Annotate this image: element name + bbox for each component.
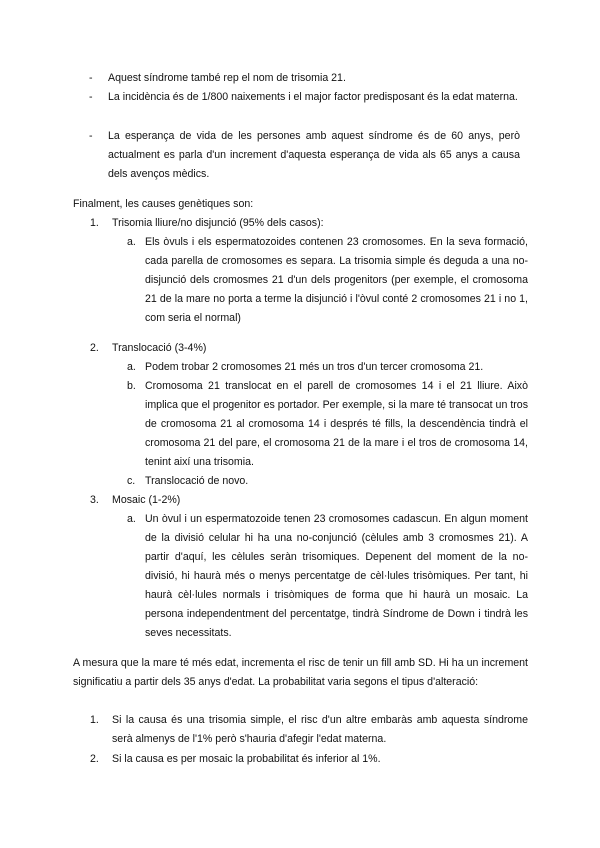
causes-intro: Finalment, les causes genètiques son: xyxy=(73,198,254,210)
list-item xyxy=(127,358,528,377)
list-marker: 3. xyxy=(90,494,99,506)
list-item-text: Aquest síndrome també rep el nom de trisomia 21. xyxy=(108,72,346,84)
list-item-text: Translocació de novo. xyxy=(145,475,249,487)
list-item-text: Cromosoma 21 translocat en el parell de cromosomes 14 i el 21 lliure. Això implica que el progenitor es portador. Per exemple, si la mare té transocat un tros de cromosoma 21 al cromosoma 14 i després té fills, la descendència tindrà el cromosoma 21 del pare, el cromosoma 21 de la mare i el tros de cromosoma 14, tenint així una trisomia. xyxy=(145,380,528,468)
list-marker: 2. xyxy=(90,342,99,354)
list-item xyxy=(92,750,528,769)
list-item xyxy=(92,711,528,749)
list-marker: b. xyxy=(127,380,136,392)
list-item xyxy=(127,510,528,643)
bullet-marker: - xyxy=(89,130,93,142)
cause-title: Translocació (3-4%) xyxy=(112,342,207,354)
cause-title: Trisomia lliure/no disjunció (95% dels casos): xyxy=(112,217,324,229)
list-item-text: La incidència és de 1/800 naixements i el major factor predisposant és la edat materna. xyxy=(108,91,518,103)
list-item-text: Podem trobar 2 cromosomes 21 més un tros d'un tercer cromosoma 21. xyxy=(145,361,484,373)
list-item xyxy=(89,88,520,107)
list-marker: a. xyxy=(127,513,136,525)
cause-title: Mosaic (1-2%) xyxy=(112,494,181,506)
list-item xyxy=(89,127,520,184)
list-item xyxy=(89,69,520,88)
bullet-marker: - xyxy=(89,72,93,84)
list-item-text: Un òvul i un espermatozoide tenen 23 cromosomes cadascun. En algun moment de la divisió celular hi ha una no-conjunció (cèlules amb 3 cromosmes 21). A partir d'aquí, les cèlules seràn trisomiques. Depenent del moment de la no-divisió, hi haurà més o menys percentatge de cèl·lules trisòmiques. Per tant, hi haurà cèl·lules normals i trisòmiques de forma que hi haurà un mosaic. La persona independentment del percentatge, tindrà Síndrome de Down i tindrà les seves necessitats. xyxy=(145,513,528,639)
list-item xyxy=(127,472,528,491)
list-item-text: Els òvuls i els espermatozoides contenen 23 cromosomes. En la seva formació, cada parella de cromosomes es separa. La trisomia simple és deguda a una no-disjunció dels cromosmes 21 d'un dels progenitors (per exemple, el cromosoma 21 de la mare no porta a terme la disjunció i l'òvul conté 2 cromosomes 21 i no 1, com seria el normal) xyxy=(145,236,528,324)
list-item-text: Si la causa és una trisomia simple, el risc d'un altre embaràs amb aquesta síndrome serà almenys de l'1% però s'hauria d'afegir l'edat materna. xyxy=(112,714,528,745)
list-item-text: La esperança de vida de les persones amb aquest síndrome és de 60 anys, però actualment es parla d'un increment d'aquesta esperança de vida als 65 anys a causa dels avenços mèdics. xyxy=(108,130,520,180)
bullet-marker: - xyxy=(89,91,93,103)
list-item-text: Si la causa es per mosaic la probabilitat és inferior al 1%. xyxy=(112,753,381,765)
cause-heading xyxy=(92,491,528,510)
list-marker: 1. xyxy=(90,714,99,726)
list-marker: c. xyxy=(127,475,136,487)
list-marker: 1. xyxy=(90,217,99,229)
cause-heading xyxy=(92,339,528,358)
risk-paragraph: A mesura que la mare té més edat, incrementa el risc de tenir un fill amb SD. Hi ha un increment significatiu a partir dels 35 anys d'edat. La probabilitat varia segons el tipus d'alteració: xyxy=(73,657,528,688)
list-item xyxy=(127,233,528,328)
list-item xyxy=(127,377,528,472)
cause-heading xyxy=(92,214,528,233)
list-marker: 2. xyxy=(90,753,99,765)
list-marker: a. xyxy=(127,361,136,373)
list-marker: a. xyxy=(127,236,136,248)
